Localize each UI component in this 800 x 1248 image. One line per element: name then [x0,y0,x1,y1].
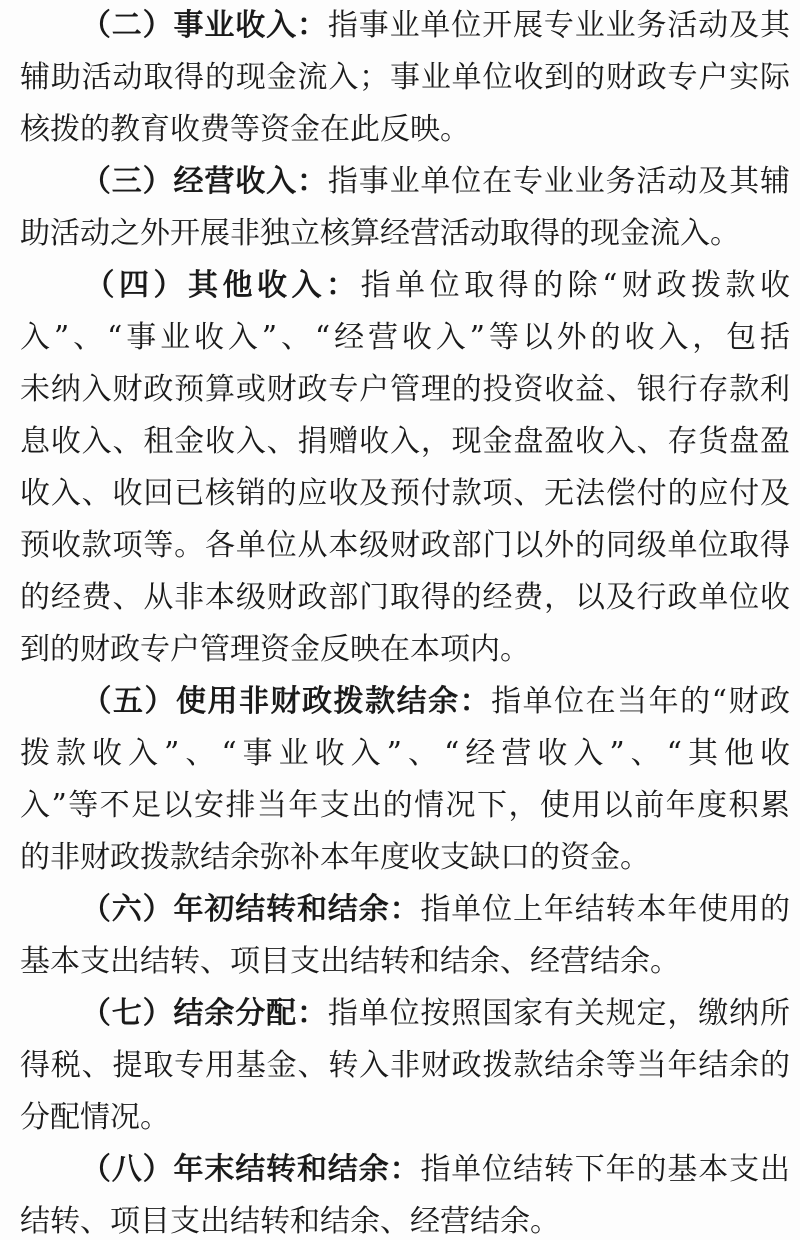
paragraph-line: 结转、项目支出结转和结余、经营结余。 [20,1204,560,1239]
paragraph-text: 指单位上年结转本年使用的 [420,892,791,927]
paragraph-text: 指事业单位在专业业务活动及其辅 [327,164,791,199]
section-operating-income [20,156,790,260]
section-surplus-distribution [20,988,790,1144]
paragraph-line [20,676,790,728]
paragraph-text: 指单位取得的除“财政拨款收 [360,268,791,303]
paragraph-line: 分配情况。 [20,1100,170,1135]
paragraph-line: 拨款收入”、“事业收入”、“经营收入”、“其他收 [20,736,790,771]
section-heading: （四）其他收入： [80,268,361,303]
paragraph-line: 核拨的教育收费等资金在此反映。 [20,112,470,147]
paragraph-line: 入”、“事业收入”、“经营收入”等以外的收入，包括 [20,320,790,355]
paragraph-line: 助活动之外开展非独立核算经营活动取得的现金流入。 [20,216,740,251]
paragraph-line [20,0,790,52]
section-non-fiscal-surplus [20,676,790,884]
paragraph-line: 到的财政专户管理资金反映在本项内。 [20,632,530,667]
section-other-income [20,260,790,676]
section-heading: （二）事业收入： [80,8,328,43]
paragraph-line [20,260,790,312]
paragraph-line: 得税、提取专用基金、转入非财政拨款结余等当年结余的 [20,1048,790,1083]
paragraph-text: 指事业单位开展专业业务活动及其 [327,8,791,43]
paragraph-line: 的经费、从非本级财政部门取得的经费，以及行政单位收 [20,580,790,615]
paragraph-line [20,988,790,1040]
paragraph-line: 辅助活动取得的现金流入；事业单位收到的财政专户实际 [20,60,790,95]
paragraph-line: 入”等不足以安排当年支出的情况下，使用以前年度积累 [20,788,790,823]
paragraph-line: 的非财政拨款结余弥补本年度收支缺口的资金。 [20,840,650,875]
section-heading: （五）使用非财政拨款结余： [80,684,492,719]
paragraph-line [20,884,790,936]
section-heading: （七）结余分配： [80,996,328,1031]
paragraph-text: 指单位在当年的“财政 [491,684,791,719]
paragraph-line: 息收入、租金收入、捐赠收入，现金盘盈收入、存货盘盈 [20,424,790,459]
paragraph-text: 指单位结转下年的基本支出 [420,1152,791,1187]
section-business-income [20,0,790,156]
paragraph-line [20,1144,790,1196]
section-opening-carryover [20,884,790,988]
section-closing-carryover [20,1144,790,1248]
section-heading: （六）年初结转和结余： [80,892,421,927]
paragraph-line: 基本支出结转、项目支出结转和结余、经营结余。 [20,944,680,979]
paragraph-line: 收入、收回已核销的应收及预付款项、无法偿付的应付及 [20,476,790,511]
paragraph-line [20,156,790,208]
section-heading: （三）经营收入： [80,164,328,199]
paragraph-text: 指单位按照国家有关规定，缴纳所 [327,996,791,1031]
paragraph-line: 预收款项等。各单位从本级财政部门以外的同级单位取得 [20,528,790,563]
section-heading: （八）年末结转和结余： [80,1152,421,1187]
paragraph-line: 未纳入财政预算或财政专户管理的投资收益、银行存款利 [20,372,790,407]
